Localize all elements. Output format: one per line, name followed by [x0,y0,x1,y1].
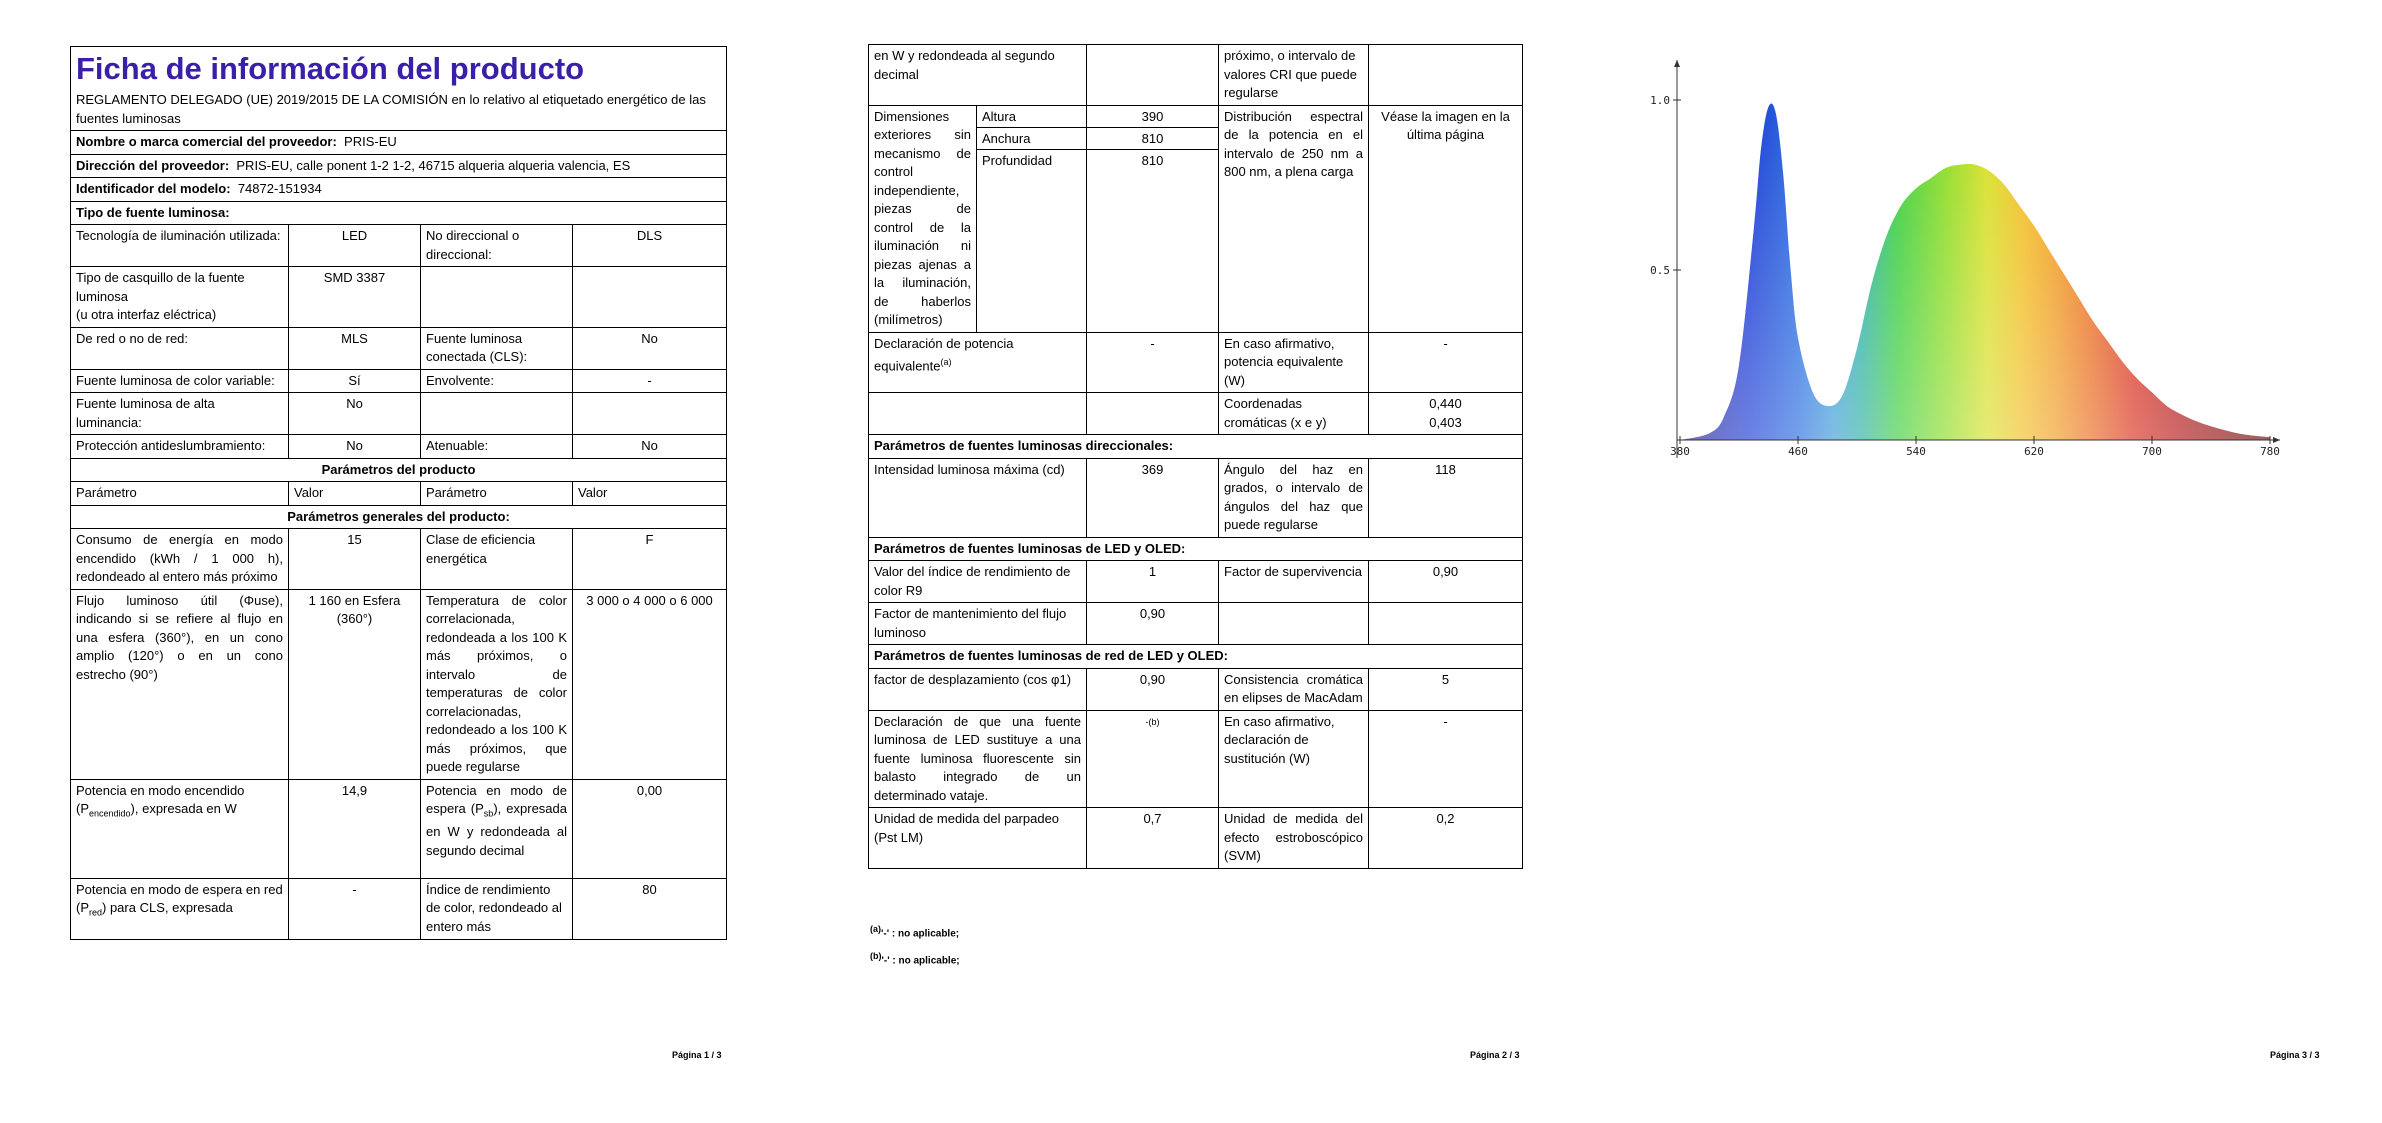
surv-label: Factor de supervivencia [1219,561,1369,603]
repl-value: -(b) [1087,710,1219,808]
plot-area [1650,60,2280,458]
hl-value: No [289,393,421,435]
psb-label: Potencia en modo de espera $(P_{sb})$, expresada en W y redondeada al segundo decimal [421,779,573,878]
eff-label: Clase de eficiencia energética [421,529,573,590]
width-label: Anchura [977,128,1086,150]
product-info-table [70,46,727,940]
cri-value: 80 [573,878,727,939]
strobo-value: 0,2 [1369,808,1523,869]
flicker-value: 0,7 [1087,808,1219,869]
psb-value: 0,00 [573,779,727,878]
supplier-value: PRIS-EU [344,134,397,149]
macadam-value: 5 [1369,668,1523,710]
chroma-value: 0,440 0,403 [1369,393,1523,435]
mains-header: Parámetros de fuentes luminosas de red de LED y OLED: [869,645,1523,669]
led-header: Parámetros de fuentes luminosas de LED y OLED: [869,537,1523,561]
empty-cell [1219,603,1369,645]
x-tick-label: 380 [1670,445,1690,458]
repl-label: Declaración de que una fuente luminosa de LED sustituye a una fuente luminosa fluorescente sin balasto integrado de un determinado vataje. [869,710,1087,808]
empty-cell [573,267,727,328]
empty-cell [1087,393,1219,435]
repl-w-label: En caso afirmativo, declaración de sustitución (W) [1219,710,1369,808]
footnote-a: $^{(a)}$'-' : no aplicable; [870,924,960,940]
depth-label: Profundidad [982,152,1053,168]
col-value-header: Valor [573,482,727,506]
col-param-header: Parámetro [421,482,573,506]
r9-label: Valor del índice de rendimiento de color R9 [869,561,1087,603]
flicker-label: Unidad de medida del parpadeo (Pst LM) [869,808,1087,869]
general-header: Parámetros generales del producto: [71,505,727,529]
params-header: Parámetros del producto [71,458,727,482]
equiv-w-value: - [1369,332,1523,393]
page-1 [0,0,780,1123]
cont-right-label: próximo, o intervalo de valores CRI que puede regularse [1219,45,1369,106]
glare-label: Protección antideslumbramiento: [71,435,289,459]
page-footer: Página 3 / 3 [2270,1050,2320,1060]
x-tick-label: 460 [1788,445,1808,458]
dir-value: DLS [573,225,727,267]
y-axis-arrow [1674,60,1680,67]
dim-label: Atenuable: [421,435,573,459]
col-value-header: Valor [289,482,421,506]
tech-value: LED [289,225,421,267]
product-info-table-continued [868,44,1523,869]
x-tick-label: 780 [2260,445,2280,458]
dims-sublabels [977,105,1087,332]
equiv-value: - [1087,332,1219,393]
address-label: Dirección del proveedor: [76,157,230,173]
empty-cell [1087,45,1219,106]
color-value: Sí [289,369,421,393]
disp-label: factor de desplazamiento (cos φ1) [869,668,1087,710]
col-param-header: Parámetro [71,482,289,506]
x-tick-label: 540 [1906,445,1926,458]
grid-value: MLS [289,327,421,369]
flux-label: Flujo luminoso útil (Φuse), indicando si se refiere al flujo en una esfera (360°), en un cono amplio (120°) o en un cono estrecho (90°) [71,589,289,779]
x-axis-arrow [2273,437,2280,443]
page-3 [1580,0,2382,1123]
energy-value: 15 [289,529,421,590]
env-label: Envolvente: [421,369,573,393]
hl-label: Fuente luminosa de alta luminancia: [71,393,289,435]
model-value: 74872-151934 [237,181,322,196]
footnote-b: $^{(b)}$'-' : no aplicable; [870,951,960,967]
intensity-value: 369 [1087,458,1219,537]
x-tick-label: 620 [2024,445,2044,458]
source-type-label: Tipo de fuente luminosa: [71,201,727,225]
depth-value: 810 [1141,152,1164,168]
beam-value: 118 [1369,458,1523,537]
empty-cell [573,393,727,435]
pon-label: Potencia en modo encendido $(P_{encendido})$, expresada en W [71,779,289,878]
empty-cell [869,393,1087,435]
env-value: - [573,369,727,393]
disp-value: 0,90 [1087,668,1219,710]
strobo-label: Unidad de medida del efecto estroboscópico (SVM) [1219,808,1369,869]
width-value: 810 [1087,128,1218,150]
pon-value: 14,9 [289,779,421,878]
spd-label: Distribución espectral de la potencia en el intervalo de 250 nm a 800 nm, a plena carga [1219,105,1369,332]
dims-label: Dimensiones exteriores sin mecanismo de control independiente, piezas de control de la iluminación ni piezas ajenas a la iluminación, de haberlos (milímetros) [869,105,977,332]
eff-value: F [573,529,727,590]
height-label: Altura [977,106,1086,128]
regulation-text: REGLAMENTO DELEGADO (UE) 2019/2015 DE LA COMISIÓN en lo relativo al etiquetado energético de las fuentes luminosas [76,92,706,126]
y-tick-label: 1.0 [1650,94,1670,107]
y-tick-label: 0.5 [1650,264,1670,277]
cls-label: Fuente luminosa conectada (CLS): [421,327,573,369]
page-footer: Página 2 / 3 [1470,1050,1520,1060]
model-label: Identificador del modelo: [76,181,231,196]
x-tick-label: 700 [2142,445,2162,458]
intensity-label: Intensidad luminosa máxima (cd) [869,458,1087,537]
surv-value: 0,90 [1369,561,1523,603]
maint-label: Factor de mantenimiento del flujo luminoso [869,603,1087,645]
grid-label: De red o no de red: [71,327,289,369]
spectral-distribution-chart [1645,40,2365,470]
flux-value: 1 160 en Esfera (360°) [289,589,421,779]
page-footer: Página 1 / 3 [672,1050,722,1060]
cct-value: 3 000 o 4 000 o 6 000 [573,589,727,779]
directional-header: Parámetros de fuentes luminosas direccionales: [869,435,1523,459]
cap-label: Tipo de casquillo de la fuente luminosa (u otra interfaz eléctrica) [71,267,289,328]
pnet-value: - [289,878,421,939]
height-value: 390 [1087,106,1218,128]
macadam-label: Consistencia cromática en elipses de MacAdam [1219,668,1369,710]
cap-value: SMD 3387 [289,267,421,328]
empty-cell [1369,45,1523,106]
empty-cell [421,393,573,435]
repl-w-value: - [1369,710,1523,808]
footnotes [870,918,960,973]
beam-label: Ángulo del haz en grados, o intervalo de ángulos del haz que puede regularse [1219,458,1369,537]
cct-label: Temperatura de color correlacionada, redondeada a los 100 K más próximos, o intervalo de temperaturas de color correlacionadas, redondeado a los 100 K más próximos, que puede regularse [421,589,573,779]
color-label: Fuente luminosa de color variable: [71,369,289,393]
dims-values [1087,105,1219,332]
page-title: Ficha de información del producto [76,51,585,86]
spd-value: Véase la imagen en la última página [1369,105,1523,332]
maint-value: 0,90 [1087,603,1219,645]
equiv-w-label: En caso afirmativo, potencia equivalente (W) [1219,332,1369,393]
pnet-label: Potencia en modo de espera en red $(P_{red})$ para CLS, expresada [71,878,289,939]
empty-cell [421,267,573,328]
equiv-label: Declaración de potencia equivalente$^{(a)}$ [869,332,1087,393]
address-value: PRIS-EU, calle ponent 1-2 1-2, 46715 alqueria alqueria valencia, ES [236,157,631,173]
dim-value: No [573,435,727,459]
dir-label: No direccional o direccional: [421,225,573,267]
glare-value: No [289,435,421,459]
energy-label: Consumo de energía en modo encendido (kWh / 1 000 h), redondeado al entero más próximo [71,529,289,590]
empty-cell [1369,603,1523,645]
cls-value: No [573,327,727,369]
page-2 [780,0,1580,1123]
chroma-label: Coordenadas cromáticas (x e y) [1219,393,1369,435]
supplier-label: Nombre o marca comercial del proveedor: [76,134,337,149]
r9-value: 1 [1087,561,1219,603]
tech-label: Tecnología de iluminación utilizada: [71,225,289,267]
cri-label: Índice de rendimiento de color, redondeado al entero más [421,878,573,939]
spectrum-area-shading [1680,103,2270,440]
cont-left-label: en W y redondeada al segundo decimal [869,45,1087,106]
